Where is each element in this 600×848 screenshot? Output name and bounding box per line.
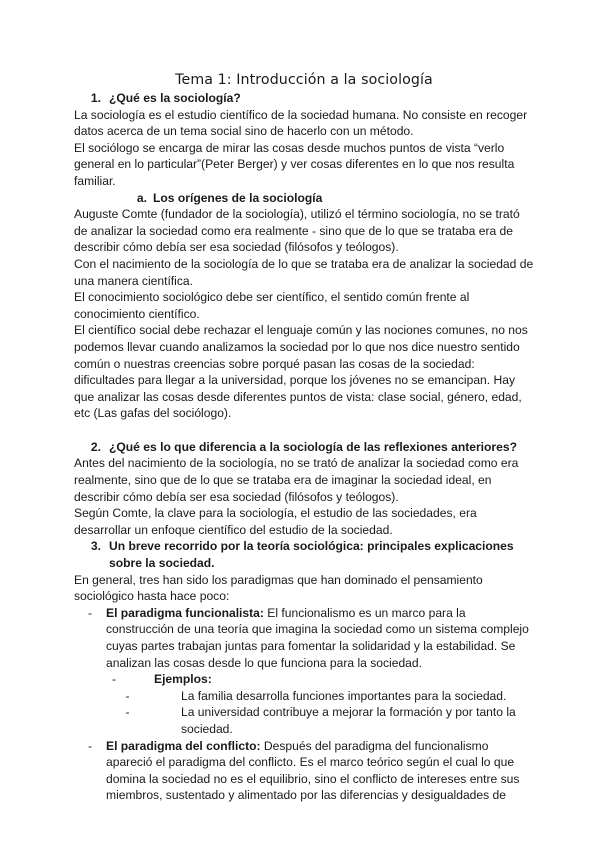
bullet-functionalist-label: El paradigma funcionalista:	[106, 605, 264, 620]
bullet-conflict-body	[106, 738, 534, 804]
bullet-conflict	[74, 738, 534, 804]
bullet-dash: -	[111, 672, 117, 687]
s3-paragraph-1: En general, tres han sido los paradigmas que han dominado el pensamiento sociológico hasta hace poco:	[74, 572, 483, 604]
spacer	[74, 422, 534, 439]
subsection-a-title: Los orígenes de la sociología	[153, 190, 323, 205]
bullet-conflict-label: El paradigma del conflicto:	[106, 738, 261, 753]
s2-paragraph-1: Antes del nacimiento de la sociología, no se trató de analizar la sociedad como era realmente, sino que de lo que se trataba era de imaginar la sociedad ideal, en describir cómo debía ser esa sociedad (filósofos y teólogos).	[74, 456, 519, 504]
bullet-functionalist-body	[106, 605, 534, 671]
section-1-heading	[74, 90, 534, 107]
bullet-examples	[74, 671, 534, 688]
bullet-functionalist	[74, 605, 534, 671]
sa-paragraph-4: El científico social debe rechazar el lenguaje común y las nociones comunes, no nos podemos llevar cuando analizamos la sociedad por lo que nos dice nuestro sentido común o nuestras creencias sobre porqué pasan las cosas de la sociedad: dificultades para llegar a la universidad, porque los jóvenes no se emancipan. Hay que analizar las cosas desde diferentes puntos de vista: clase social, género, edad, etc (Las gafas del sociólogo).	[74, 323, 528, 421]
document-page	[74, 70, 534, 804]
example-item	[74, 688, 534, 705]
s1-paragraph-1: La sociología es el estudio científico de la sociedad humana. No consiste en recoger datos acerca de un tema social sino de hacerlo con un método.	[74, 107, 528, 139]
example-item-text: La universidad contribuye a mejorar la formación y por tanto la sociedad.	[181, 705, 516, 736]
section-3-number: 3.	[90, 539, 101, 554]
section-1-title: ¿Qué es la sociología?	[109, 91, 241, 105]
section-3-title: Un breve recorrido por la teoría sociológica: principales explicaciones sobre la sociedad.	[109, 539, 514, 571]
section-2-title: ¿Qué es lo que diferencia a la sociología de las reflexiones anteriores?	[109, 439, 517, 454]
bullet-dash: -	[87, 738, 93, 753]
sa-paragraph-3: El conocimiento sociológico debe ser científico, el sentido común frente al conocimiento científico.	[74, 290, 470, 321]
bullet-dash: -	[87, 605, 93, 620]
subsection-a-heading	[74, 190, 534, 207]
bullet-conflict-text: Después del paradigma del funcionalismo apareció el paradigma del conflicto. Es el marco teórico según el cual lo que domina la sociedad no es el equilibrio, sino el conflicto de intereses entre sus miembros, sustentado y alimentado por las diferencias y desigualdades de	[106, 738, 520, 803]
subsection-a-letter: a.	[136, 190, 147, 205]
s1-paragraph-2: El sociólogo se encarga de mirar las cosas desde muchos puntos de vista “verlo general en lo particular”(Peter Berger) y ver cosas diferentes en lo que nos resulta familiar.	[74, 140, 515, 188]
bullet-dash: -	[125, 705, 130, 720]
example-item-text: La familia desarrolla funciones importantes para la sociedad.	[181, 688, 507, 703]
section-2-heading	[74, 439, 534, 456]
section-3-heading	[74, 538, 534, 571]
document-title: Tema 1: Introducción a la sociología	[175, 72, 433, 88]
bullet-functionalist-text: El funcionalismo es un marco para la construcción de una teoría que imagina la sociedad como un sistema complejo cuyas partes trabajan juntas para fomentar la solidaridad y la estabilidad. Se analizan las cosas desde lo que funciona para la sociedad.	[106, 605, 529, 670]
bullet-examples-label: Ejemplos:	[154, 672, 212, 687]
example-item	[74, 704, 534, 737]
s2-paragraph-2: Según Comte, la clave para la sociología, el estudio de las sociedades, era desarrollar un enfoque científico del estudio de la sociedad.	[74, 506, 477, 537]
sa-paragraph-2: Con el nacimiento de la sociología de lo que se trataba era de analizar la sociedad de una manera científica.	[74, 256, 534, 288]
sa-paragraph-1: Auguste Comte (fundador de la sociología), utilizó el término sociología, no se trató de analizar la sociedad como era realmente - sino que de lo que se trataba era de describir cómo debía ser esa sociedad (filósofos y teólogos).	[74, 207, 520, 255]
section-1-number: 1.	[90, 91, 101, 105]
bullet-dash: -	[125, 688, 130, 703]
section-2-number: 2.	[90, 439, 101, 454]
